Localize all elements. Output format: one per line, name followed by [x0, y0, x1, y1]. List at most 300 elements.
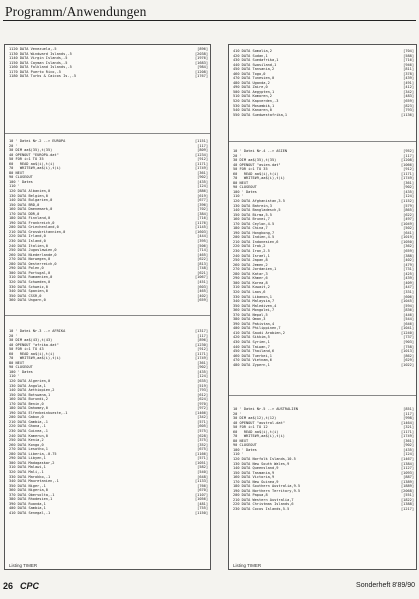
checksum: [716]	[197, 216, 208, 221]
checksum: [1056]	[195, 497, 208, 502]
checksum: [648]	[197, 474, 208, 479]
code-text: 220 DATA Irland,0	[9, 234, 46, 239]
code-text: 360 DATA Nigeria,0	[9, 488, 48, 493]
checksum: [659]	[197, 298, 208, 303]
checksum: [571]	[197, 419, 208, 424]
checksum: [912]	[403, 167, 414, 172]
code-text: 100 ' Dates	[9, 179, 33, 184]
code-text: 10 ' Datei Nr.5 --> AUSTRALIEN	[233, 407, 298, 411]
checksum: [396]	[197, 202, 208, 207]
code-text: 200 DATA Griechenland,0	[9, 225, 59, 230]
checksum: [902]	[197, 175, 208, 180]
code-text: 260 DATA Niederlande,0	[9, 252, 57, 257]
checksum: [1107]	[195, 492, 208, 497]
checksum: [836]	[403, 308, 414, 313]
checksum: [766]	[197, 483, 208, 488]
code-text: 280 DATA Katar,3	[233, 271, 268, 276]
checksum: [823]	[403, 103, 414, 108]
checksum: [622]	[197, 257, 208, 262]
code-text: 190 DATA Elfenbeinkueste,-1	[9, 410, 68, 415]
checksum: [1151]	[195, 139, 208, 143]
checksum: [887]	[403, 475, 414, 480]
code-text: 120 DATA Albanien,0	[9, 189, 51, 194]
code-text: 430 DATA Syrien,1	[233, 339, 270, 344]
code-text: 330 DATA Libanon,1	[233, 294, 272, 299]
checksum: [588]	[403, 53, 414, 58]
code-text: 520 DATA Kapverden,-3	[233, 99, 279, 104]
checksum: [1230]	[195, 342, 208, 347]
checksum: [612]	[197, 392, 208, 397]
listing-block	[233, 49, 414, 117]
checksum: [1749]	[401, 176, 414, 181]
checksum: [435]	[197, 179, 208, 184]
code-text: 1170 DATA Puerto Rico,-5	[9, 69, 61, 74]
checksum: [361]	[403, 180, 414, 185]
code-text: 280 DATA Oesterreich,0	[9, 261, 57, 266]
code-text: 90 CLOSEOUT	[9, 365, 33, 370]
code-text: 90 CLOSEOUT	[9, 175, 33, 180]
checksum: [731]	[403, 267, 414, 272]
checksum: [447]	[403, 285, 414, 290]
checksum: [1022]	[401, 362, 414, 367]
code-text: 250 DATA Japan,8	[233, 258, 268, 263]
code-text: 490 DATA Zaire,0	[233, 85, 268, 90]
checksum: [758]	[403, 344, 414, 349]
code-text: 270 DATA Jordanien,1	[233, 267, 277, 272]
code-text: 230 DATA Cocos Islands,5.5	[233, 507, 290, 512]
checksum: [342]	[197, 415, 208, 420]
code-text: 160 DATA Victoria,9	[233, 475, 275, 480]
checksum: [1145]	[195, 225, 208, 230]
code-line	[9, 511, 208, 516]
code-text: 70 WRITE#9,aa$(i),t(i)	[233, 434, 285, 439]
code-text: 60 READ aa$(i),t(i)	[9, 351, 55, 356]
code-text: 400 DATA Sambia,1	[9, 506, 46, 511]
code-text: 440 DATA Swasiland,1	[233, 62, 277, 67]
code-text: 140 DATA Bulgarien,0	[9, 198, 53, 203]
code-text: 250 DATA Jugoslawien,0	[9, 248, 57, 253]
checksum: [321]	[403, 425, 414, 430]
code-text: 90 CLOSEOUT	[233, 185, 257, 190]
checksum: [378]	[403, 71, 414, 76]
checksum: [342]	[403, 89, 414, 94]
checksum: [902]	[403, 185, 414, 190]
checksum: [1976]	[195, 56, 208, 61]
code-text: 340 DATA Mauretanien,-1	[9, 479, 59, 484]
code-text: 150 DATA BRD,0	[9, 202, 40, 207]
checksum: [575]	[197, 429, 208, 434]
checksum: [748]	[197, 266, 208, 271]
checksum: [2038]	[195, 51, 208, 56]
listing-panel-left	[4, 44, 211, 570]
checksum: [435]	[403, 447, 414, 452]
checksum: [1067]	[195, 275, 208, 280]
code-line	[9, 298, 208, 303]
checksum: [1133]	[195, 479, 208, 484]
checksum: [606]	[403, 294, 414, 299]
code-text: 10 ' Datei Nr.2 --> EUROPA	[9, 139, 66, 143]
code-text: 310 DATA Kuwait,2	[233, 285, 270, 290]
code-text: 270 DATA Lesotho,1	[9, 447, 48, 452]
checksum: [912]	[197, 347, 208, 352]
checksum: [594]	[403, 303, 414, 308]
code-text: 70 WRITE#9,aa$(i),t(i)	[9, 166, 61, 171]
code-text: 40 OPENOUT "EUROPA.dat"	[9, 152, 59, 157]
checksum: [972]	[197, 406, 208, 411]
code-text: 240 DATA Israel,1	[233, 253, 270, 258]
code-text: 350 DATA CSSR,0	[9, 293, 42, 298]
checksum: [952]	[403, 149, 414, 153]
code-text: 480 DATA Zypern,1	[233, 362, 270, 367]
checksum: [465]	[197, 252, 208, 257]
code-text: 110 '	[9, 374, 20, 379]
code-text: 20 '	[9, 333, 18, 338]
checksum: [409]	[403, 280, 414, 285]
code-text: 140 DATA Queensland,9	[233, 466, 279, 471]
checksum: [1049]	[401, 221, 414, 226]
code-text: 80 NEXT	[233, 438, 249, 443]
checksum: [1051]	[195, 460, 208, 465]
checksum: [1093]	[401, 470, 414, 475]
code-text: 240 DATA Kamerun,0	[9, 433, 48, 438]
magazine-logo: CPC	[20, 581, 40, 591]
checksum: [352]	[197, 442, 208, 447]
checksum: [1464]	[401, 420, 414, 425]
code-text: 310 DATA Rumaenien,0	[9, 275, 53, 280]
checksum: [117]	[197, 143, 208, 148]
code-text: 250 DATA Kenia,2	[9, 438, 44, 443]
code-text: 100 ' Dates	[233, 447, 257, 452]
checksum: [497]	[403, 217, 414, 222]
checksum: [809]	[197, 148, 208, 153]
code-text: 390 DATA Pakistan,4	[233, 321, 275, 326]
code-text: 140 DATA Aethiopien,2	[9, 388, 55, 393]
code-text: 190 DATA Hongkong,7	[233, 230, 275, 235]
checksum: [793]	[403, 108, 414, 113]
checksum: [896]	[197, 47, 208, 51]
code-text: 150 DATA Botswana,1	[9, 392, 51, 397]
code-text: 1160 DATA Falkland Islands,-5	[9, 65, 72, 70]
code-text: 170 DATA Ceylon,4.5	[233, 221, 275, 226]
checksum: [1749]	[401, 434, 414, 439]
checksum: [1767]	[195, 74, 208, 79]
code-text: 540 DATA Kanaren,0	[233, 108, 272, 113]
checksum: [737]	[403, 335, 414, 340]
checksum: [540]	[197, 469, 208, 474]
code-text: 1120 DATA Venezuela,-5	[9, 47, 57, 51]
code-text: 400 DATA Philippinen,7	[233, 326, 281, 331]
code-text: 510 DATA Komoren,2	[233, 94, 272, 99]
code-text: 1180 DATA Turks & Caicos Is.,-5	[9, 74, 77, 79]
code-text: 200 DATA Indien,4.5	[233, 235, 275, 240]
code-text: 30 DIM aa$(12),t(12)	[233, 416, 277, 421]
listing-caption: Listing TIMER	[9, 563, 38, 568]
checksum: [519]	[197, 383, 208, 388]
code-text: 190 DATA Northern Territory,9.5	[233, 488, 301, 493]
checksum: [1152]	[401, 199, 414, 204]
checksum: [124]	[403, 452, 414, 457]
code-text: 120 DATA Afghanistan,3.5	[233, 199, 285, 204]
divider	[229, 395, 416, 396]
code-text: 380 DATA Oman,3	[233, 317, 266, 322]
code-text: 220 DATA Christmas Islands,6	[233, 502, 294, 507]
checksum: [1749]	[195, 356, 208, 361]
checksum: [1171]	[401, 429, 414, 434]
code-text: 320 DATA Laos,6	[233, 289, 266, 294]
checksum: [811]	[403, 67, 414, 72]
code-text: 200 DATA Gabun,0	[9, 415, 44, 420]
code-text: 550 DATA Suedwestafrika,1	[233, 112, 288, 117]
code-text: 290 DATA Libyen,1	[9, 456, 46, 461]
checksum: [1240]	[401, 330, 414, 335]
code-text: 80 NEXT	[233, 180, 249, 185]
code-text: 300 DATA Portugal,0	[9, 270, 51, 275]
checksum: [1171]	[401, 171, 414, 176]
checksum: [902]	[197, 365, 208, 370]
section-title: Programm/Anwendungen	[5, 4, 147, 19]
code-text: 180 DATA China,7	[233, 226, 268, 231]
issue-label: Sonderheft 8'89/90	[356, 582, 415, 589]
checksum: [624]	[197, 397, 208, 402]
code-text: 370 DATA Obervolta,-1	[9, 492, 55, 497]
checksum: [2068]	[401, 488, 414, 493]
checksum: [998]	[403, 416, 414, 421]
listing-block	[9, 47, 208, 79]
checksum: [793]	[197, 388, 208, 393]
code-text: 30 DIM aa$(43),t(43)	[9, 338, 53, 343]
checksum: [902]	[403, 443, 414, 448]
code-line	[9, 74, 208, 79]
checksum: [551]	[403, 493, 414, 498]
checksum: [571]	[197, 456, 208, 461]
checksum: [628]	[197, 433, 208, 438]
code-text: 380 DATA Rhodesien,1	[9, 497, 53, 502]
checksum: [439]	[403, 276, 414, 281]
code-text: 350 DATA Malediven,4	[233, 303, 277, 308]
checksum: [1171]	[195, 351, 208, 356]
checksum: [388]	[403, 253, 414, 258]
divider	[5, 133, 210, 134]
code-text: 10 ' Datei Nr.4 --> ASIEN	[233, 149, 288, 153]
code-text: 150 DATA Birma,5.5	[233, 212, 272, 217]
code-text: 430 DATA Suedafrika,1	[233, 58, 279, 63]
code-text: 100 ' Dates	[9, 369, 33, 374]
code-text: 80 NEXT	[9, 360, 25, 365]
checksum: [502]	[403, 226, 414, 231]
code-text: 440 DATA Taiwan,7	[233, 344, 270, 349]
listing-block	[233, 407, 414, 512]
code-text: 30 DIM aa$(35),t(35)	[9, 148, 53, 153]
code-text: 20 '	[233, 153, 242, 158]
checksum: [582]	[197, 465, 208, 470]
code-text: 160 DATA Brunei,7	[233, 217, 270, 222]
code-text: 220 DATA Irak,2	[233, 244, 266, 249]
code-text: 310 DATA Malawi,1	[9, 465, 46, 470]
checksum: [444]	[197, 234, 208, 239]
code-text: 340 DATA Spanien,0	[9, 289, 48, 294]
checksum: [451]	[197, 279, 208, 284]
code-text: 210 DATA Gambia,-1	[9, 419, 48, 424]
code-text: 60 READ aa$(i),t(i)	[233, 171, 279, 176]
checksum: [465]	[197, 289, 208, 294]
checksum: [862]	[403, 353, 414, 358]
checksum: [506]	[197, 243, 208, 248]
checksum: [622]	[403, 212, 414, 217]
checksum: [425]	[403, 271, 414, 276]
listing-block	[233, 149, 414, 367]
checksum: [1045]	[401, 299, 414, 304]
code-text: 70 WRITE#9,aa$(i),t(i)	[233, 176, 285, 181]
code-text: 50 FOR i=1 TO 35	[9, 157, 44, 162]
code-text: 170 DATA DDR,0	[9, 211, 40, 216]
checksum: [1389]	[401, 479, 414, 484]
checksum: [1066]	[401, 162, 414, 167]
checksum: [621]	[197, 270, 208, 275]
checksum: [1683]	[195, 60, 208, 65]
checksum: [641]	[403, 230, 414, 235]
code-text: 480 DATA Uganda,2	[233, 80, 270, 85]
divider	[5, 315, 210, 316]
code-text: 360 DATA Mongolei,7	[233, 308, 275, 313]
checksum: [1603]	[195, 229, 208, 234]
checksum: [412]	[403, 85, 414, 90]
checksum: [402]	[197, 293, 208, 298]
code-text: 410 DATA Somalia,2	[233, 49, 272, 53]
code-text: 230 DATA Guinea,-1	[9, 429, 48, 434]
code-text: 180 DATA Finnland,0	[9, 216, 51, 221]
code-text: 90 CLOSEOUT	[233, 443, 257, 448]
checksum: [579]	[403, 203, 414, 208]
code-text: 460 DATA Togo,0	[233, 71, 266, 76]
checksum: [1466]	[195, 410, 208, 415]
code-text: 470 DATA Tunesien,0	[233, 76, 275, 81]
checksum: [1136]	[401, 112, 414, 117]
code-text: 1140 DATA Virgin Islands,-5	[9, 56, 68, 61]
checksum: [481]	[197, 501, 208, 506]
code-text: 320 DATA Mali,-1	[9, 469, 44, 474]
code-text: 290 DATA Polen,0	[9, 266, 44, 271]
code-text: 130 DATA Bahrein,3	[233, 203, 272, 208]
code-text: 350 DATA Niger,-1	[9, 483, 46, 488]
code-text: 420 DATA Sikkim,5	[233, 335, 270, 340]
checksum: [1150]	[195, 510, 208, 515]
code-text: 180 DATA Southern Australia,9.5	[233, 484, 301, 489]
code-text: 260 DATA Kongo,0	[9, 442, 44, 447]
checksum: [714]	[197, 248, 208, 253]
code-text: 120 DATA Algerien,0	[9, 379, 51, 384]
code-text: 60 READ aa$(i),t(i)	[9, 161, 55, 166]
checksum: [435]	[197, 369, 208, 374]
checksum: [1467]	[401, 457, 414, 462]
divider	[229, 141, 416, 142]
listing-block	[9, 329, 208, 515]
code-text: 130 DATA Belgien,0	[9, 193, 48, 198]
code-line	[233, 507, 414, 512]
code-line	[233, 363, 414, 368]
checksum: [629]	[403, 358, 414, 363]
code-text: 110 '	[233, 194, 244, 199]
code-text: 70 WRITE#9,aa$(i),t(i)	[9, 356, 61, 361]
checksum: [946]	[403, 62, 414, 67]
code-text: 290 DATA Khmer,6	[233, 276, 268, 281]
code-text: 280 DATA Liberia,-0.75	[9, 451, 57, 456]
checksum: [1127]	[401, 466, 414, 471]
code-text: 110 '	[233, 452, 244, 457]
checksum: [362]	[403, 244, 414, 249]
code-text: 210 DATA Grossbritannien,0	[9, 229, 66, 234]
checksum: [1388]	[401, 502, 414, 507]
code-text: 410 DATA Saudi Arabien,2	[233, 330, 285, 335]
checksum: [646]	[403, 321, 414, 326]
code-text: 330 DATA Schweiz,0	[9, 284, 48, 289]
code-text: 410 DATA Senegal,-1	[9, 510, 51, 515]
code-text: 240 DATA Italien,0	[9, 243, 48, 248]
code-text: 170 DATA Benin,0	[9, 401, 44, 406]
code-line	[233, 113, 414, 118]
checksum: [435]	[403, 189, 414, 194]
code-text: 500 DATA Aegypten,1	[233, 89, 275, 94]
checksum: [1234]	[195, 152, 208, 157]
code-text: 340 DATA Malaysia,7	[233, 299, 275, 304]
code-text: 30 DIM aa$(35),t(35)	[233, 158, 277, 163]
checksum: [903]	[403, 339, 414, 344]
code-text: 50 FOR i=1 TO 35	[233, 167, 268, 172]
code-text: 150 DATA Tasmania,9	[233, 470, 275, 475]
code-text: 390 DATA Ruanda,1	[9, 501, 46, 506]
page-number: 26	[3, 581, 14, 591]
checksum: [384]	[197, 211, 208, 216]
checksum: [1317]	[195, 329, 208, 333]
checksum: [670]	[197, 488, 208, 493]
code-text: 120 DATA Norfolk Islands,10.5	[233, 457, 296, 462]
code-text: 320 DATA Schweden,0	[9, 279, 51, 284]
checksum: [1208]	[401, 158, 414, 163]
checksum: [605]	[197, 424, 208, 429]
checksum: [970]	[197, 401, 208, 406]
checksum: [544]	[403, 317, 414, 322]
checksum: [755]	[197, 506, 208, 511]
code-text: 210 DATA Western Australia,7	[233, 497, 294, 502]
checksum: [124]	[403, 194, 414, 199]
checksum: [1208]	[195, 69, 208, 74]
code-text: 300 DATA Madagaskar,2	[9, 460, 55, 465]
checksum: [361]	[197, 170, 208, 175]
checksum: [603]	[197, 284, 208, 289]
code-text: 40 OPENOUT "asien.dat"	[233, 162, 281, 167]
code-text: 140 DATA Bangladesch,5	[233, 208, 281, 213]
code-text: 10 ' Datei Nr.3 --> AFRIKA	[9, 329, 66, 333]
code-text: 160 DATA Daenemark,0	[9, 207, 53, 212]
checksum: [117]	[197, 333, 208, 338]
checksum: [479]	[403, 262, 414, 267]
code-text: 220 DATA Ghana,-1	[9, 424, 46, 429]
code-text: 110 '	[9, 184, 20, 189]
checksum: [1822]	[401, 497, 414, 502]
checksum: [491]	[403, 80, 414, 85]
checksum: [1166]	[195, 451, 208, 456]
code-text: 50 FOR i=1 TO 43	[9, 347, 44, 352]
checksum: [395]	[197, 239, 208, 244]
checksum: [1889]	[401, 484, 414, 489]
code-text: 130 DATA New South Wales,9	[233, 461, 290, 466]
checksum: [331]	[403, 289, 414, 294]
checksum: [361]	[197, 360, 208, 365]
checksum: [1217]	[401, 507, 414, 512]
checksum: [402]	[403, 258, 414, 263]
checksum: [1176]	[195, 220, 208, 225]
code-text: 1130 DATA Windward Islands,-5	[9, 51, 72, 56]
code-text: 80 NEXT	[9, 170, 25, 175]
